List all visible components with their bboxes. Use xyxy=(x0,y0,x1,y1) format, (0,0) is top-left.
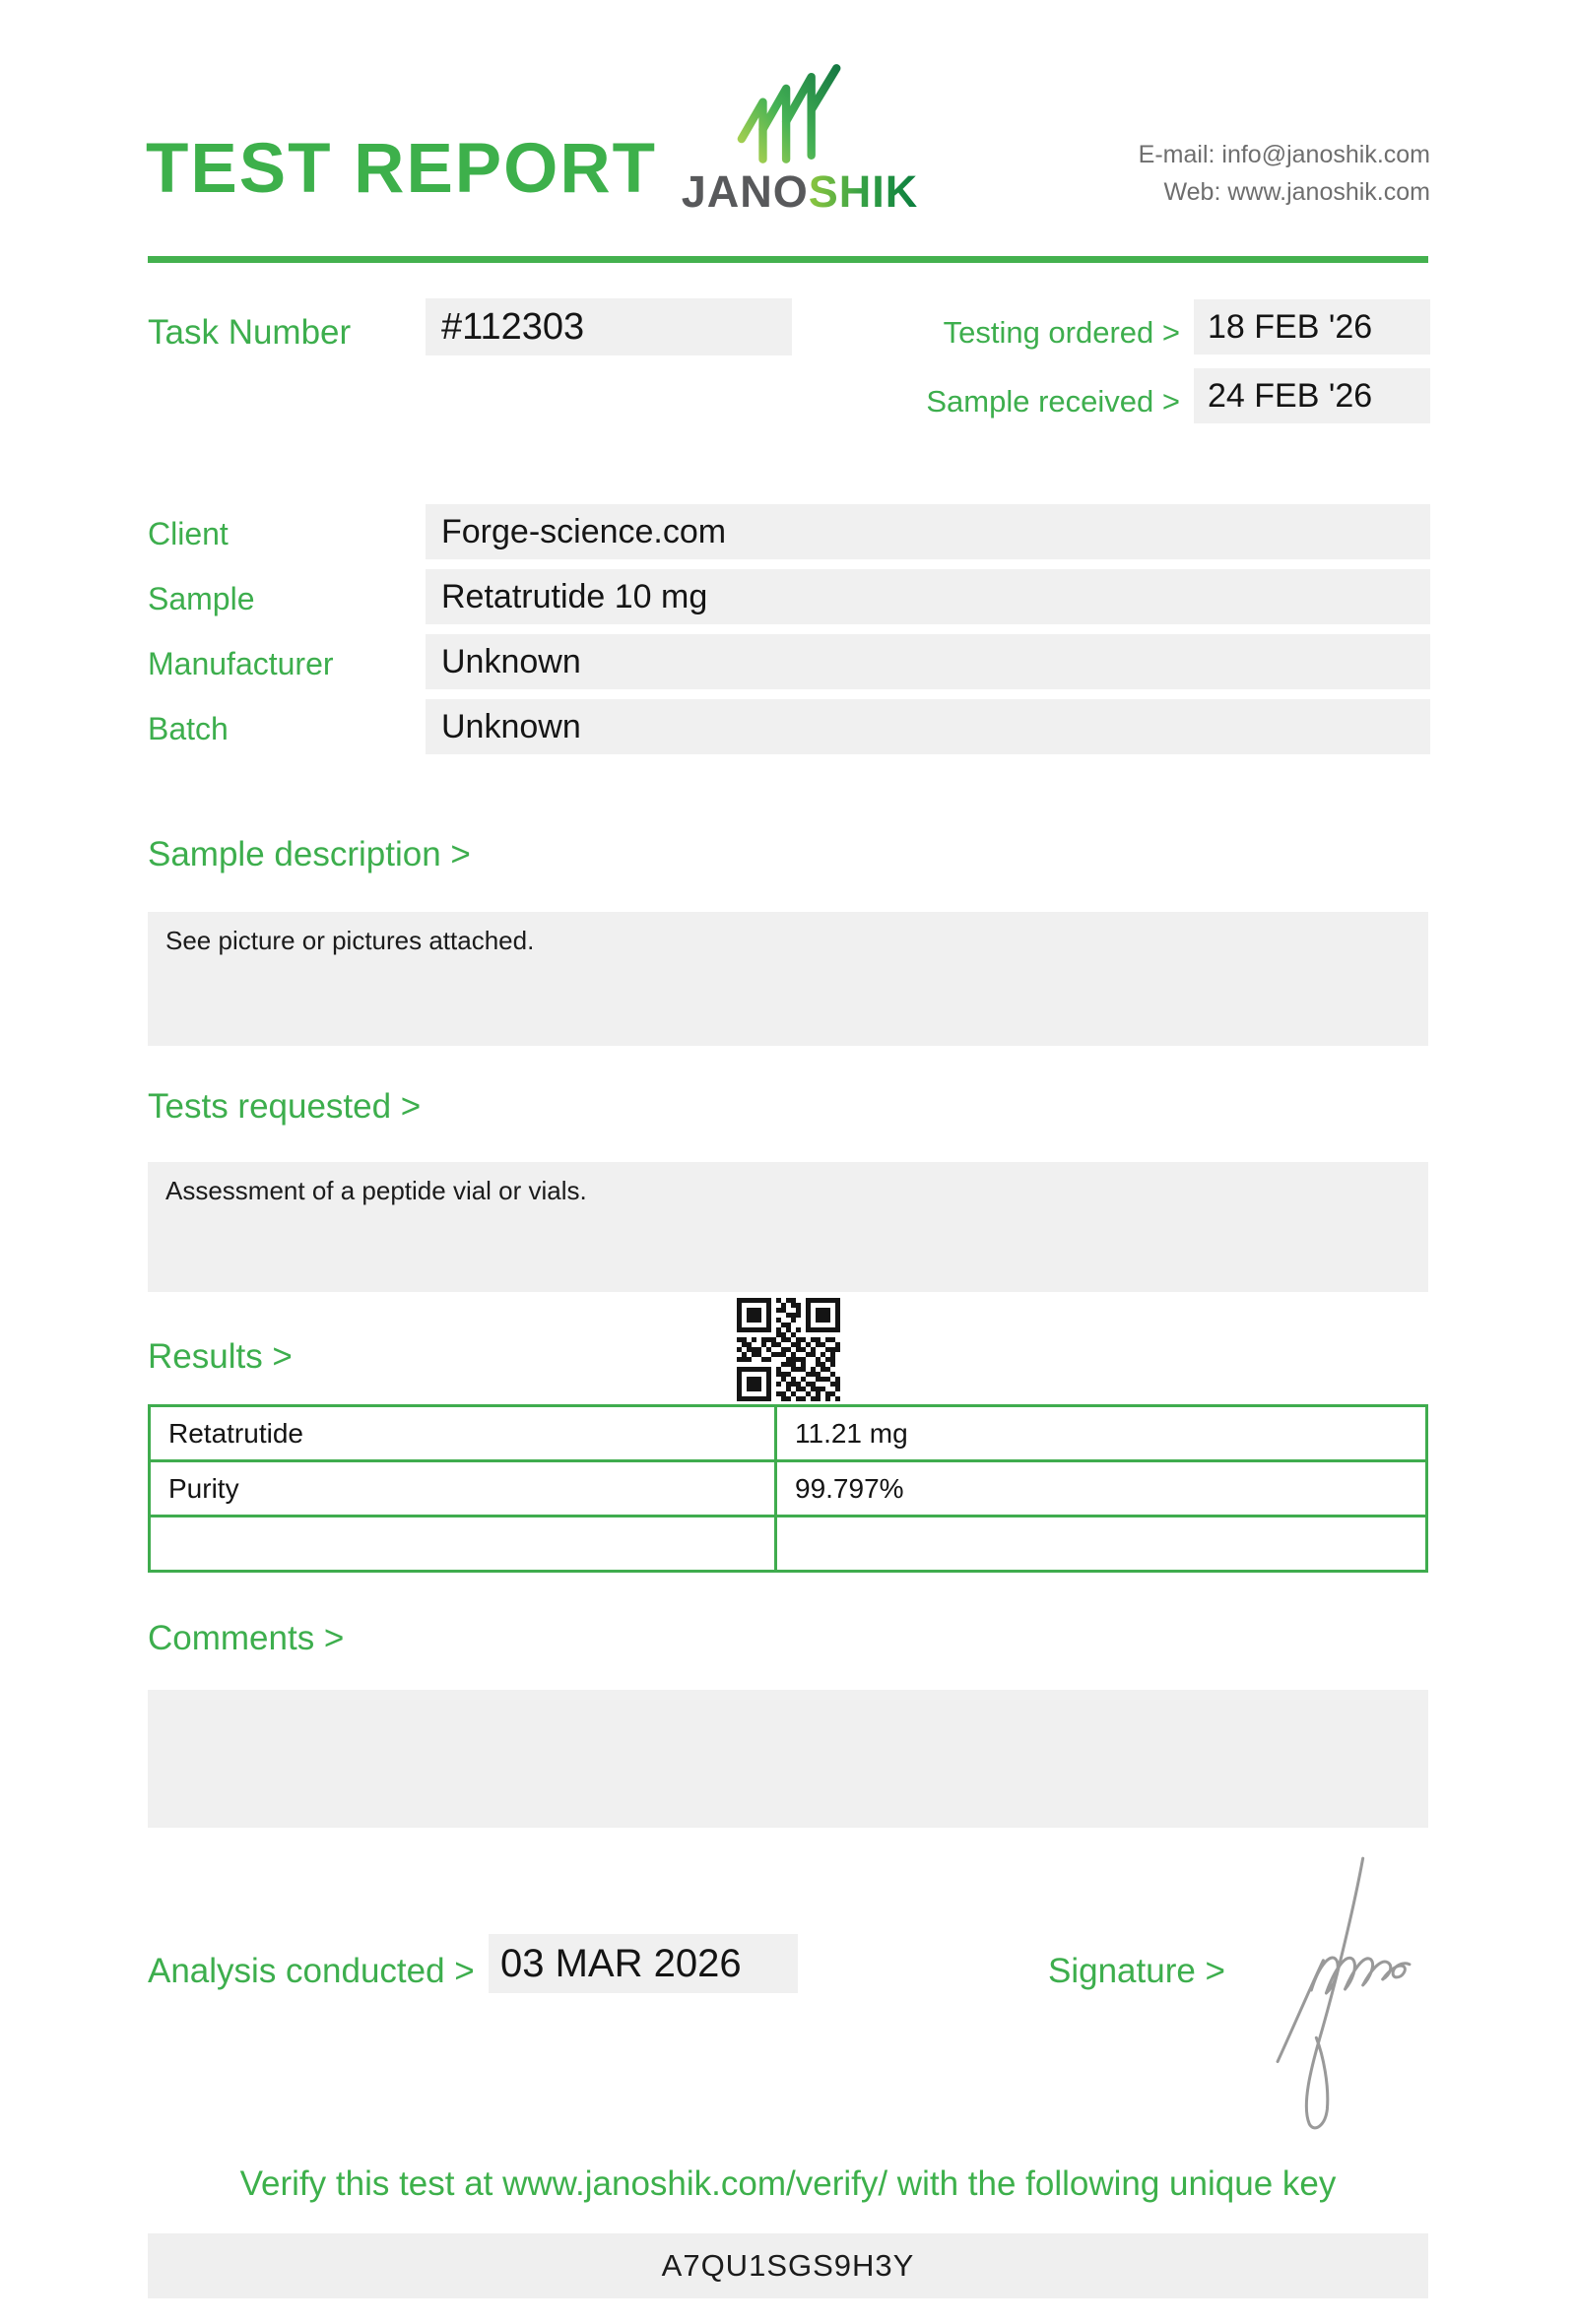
logo-wordmark xyxy=(662,167,938,217)
results-table xyxy=(148,1404,1428,1573)
results-heading: Results > xyxy=(148,1337,293,1376)
web-value: www.janoshik.com xyxy=(1227,178,1430,206)
sample-received-label: Sample received > xyxy=(926,384,1180,419)
sample-received-value: 24 FEB '26 xyxy=(1194,368,1430,423)
signature-label: Signature > xyxy=(1048,1952,1225,1990)
client-value: Forge-science.com xyxy=(426,504,1430,559)
result-value: 99.797% xyxy=(776,1461,1427,1517)
manufacturer-label: Manufacturer xyxy=(148,646,334,681)
analysis-conducted-value: 03 MAR 2026 xyxy=(489,1934,798,1993)
web-label: Web: xyxy=(1163,178,1221,206)
growth-chart-icon xyxy=(734,63,850,165)
tests-requested-box: Assessment of a peptide vial or vials. xyxy=(148,1162,1428,1292)
header-divider xyxy=(148,256,1428,263)
page-title: TEST REPORT xyxy=(146,130,658,208)
sample-value: Retatrutide 10 mg xyxy=(426,569,1430,624)
task-number-value: #112303 xyxy=(426,298,792,355)
analysis-conducted-label: Analysis conducted > xyxy=(148,1952,475,1990)
result-value xyxy=(776,1517,1427,1572)
qr-code xyxy=(737,1298,840,1401)
unique-key: A7QU1SGS9H3Y xyxy=(148,2233,1428,2298)
table-row xyxy=(150,1461,1427,1517)
batch-value: Unknown xyxy=(426,699,1430,754)
contact-block xyxy=(1139,136,1430,211)
contact-web-line xyxy=(1139,173,1430,211)
batch-label: Batch xyxy=(148,711,229,746)
logo-text-jano: JANO xyxy=(681,166,809,217)
testing-ordered-value: 18 FEB '26 xyxy=(1194,299,1430,355)
sample-description-heading: Sample description > xyxy=(148,835,471,873)
comments-box xyxy=(148,1690,1428,1828)
result-name: Retatrutide xyxy=(150,1406,776,1461)
sample-label: Sample xyxy=(148,581,255,616)
testing-ordered-label: Testing ordered > xyxy=(943,315,1180,350)
logo-text-shik: SHIK xyxy=(808,166,919,217)
email-value: info@janoshik.com xyxy=(1221,141,1430,168)
contact-email-line xyxy=(1139,136,1430,173)
result-value: 11.21 mg xyxy=(776,1406,1427,1461)
verify-instruction: Verify this test at www.janoshik.com/verify/ with the following unique key xyxy=(239,2164,1337,2203)
comments-heading: Comments > xyxy=(148,1619,345,1657)
signature-image xyxy=(1253,1843,1428,2141)
result-name: Purity xyxy=(150,1461,776,1517)
table-row xyxy=(150,1517,1427,1572)
result-name xyxy=(150,1517,776,1572)
task-number-label: Task Number xyxy=(148,313,352,352)
manufacturer-value: Unknown xyxy=(426,634,1430,689)
table-row xyxy=(150,1406,1427,1461)
client-label: Client xyxy=(148,516,229,551)
sample-description-box: See picture or pictures attached. xyxy=(148,912,1428,1046)
email-label: E-mail: xyxy=(1138,141,1215,168)
tests-requested-heading: Tests requested > xyxy=(148,1087,422,1126)
